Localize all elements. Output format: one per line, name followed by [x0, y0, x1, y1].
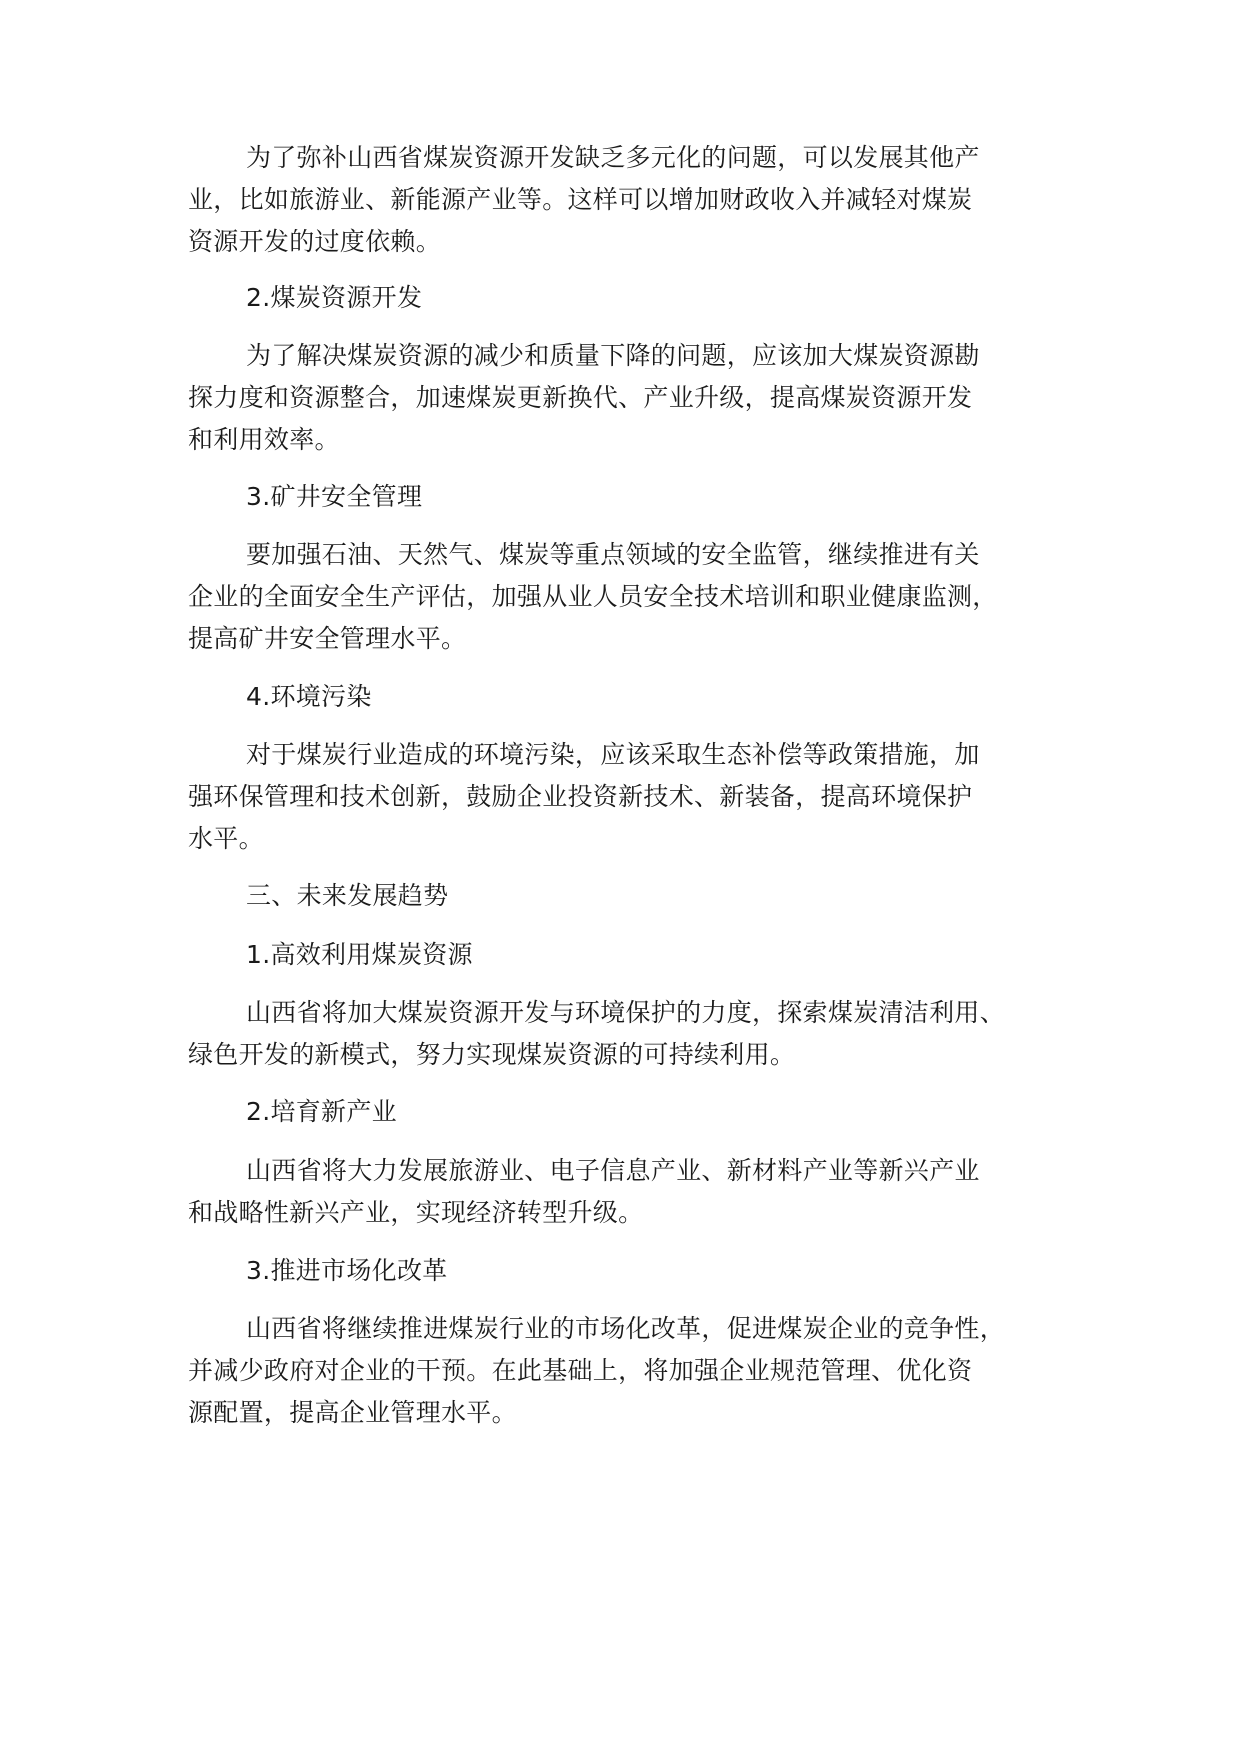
- paragraph-line: 绿色开发的新模式，努力实现煤炭资源的可持续利用。: [188, 1040, 796, 1069]
- paragraph-line: 和利用效率。: [188, 425, 340, 454]
- paragraph-line: 业，比如旅游业、新能源产业等。这样可以增加财政收入并减轻对煤炭: [188, 185, 973, 214]
- subheading: 3.矿井安全管理: [246, 482, 423, 511]
- paragraph-line: 提高矿井安全管理水平。: [188, 624, 467, 653]
- paragraph-line: 山西省将继续推进煤炭行业的市场化改革，促进煤炭企业的竞争性，: [246, 1314, 1006, 1343]
- paragraph-line: 为了解决煤炭资源的减少和质量下降的问题，应该加大煤炭资源勘: [246, 341, 980, 370]
- paragraph-line: 和战略性新兴产业，实现经济转型升级。: [188, 1198, 644, 1227]
- subheading: 2.培育新产业: [246, 1097, 397, 1126]
- paragraph-line: 要加强石油、天然气、煤炭等重点领域的安全监管，继续推进有关: [246, 540, 980, 569]
- paragraph-line: 源配置，提高企业管理水平。: [188, 1398, 517, 1427]
- subheading: 3.推进市场化改革: [246, 1256, 448, 1285]
- paragraph-line: 并减少政府对企业的干预。在此基础上，将加强企业规范管理、优化资: [188, 1356, 973, 1385]
- paragraph-line: 企业的全面安全生产评估，加强从业人员安全技术培训和职业健康监测，: [188, 582, 998, 611]
- subheading: 4.环境污染: [246, 682, 372, 711]
- paragraph-line: 山西省将大力发展旅游业、电子信息产业、新材料产业等新兴产业: [246, 1156, 980, 1185]
- paragraph-line: 山西省将加大煤炭资源开发与环境保护的力度，探索煤炭清洁利用、: [246, 998, 1006, 1027]
- paragraph-line: 强环保管理和技术创新，鼓励企业投资新技术、新装备，提高环境保护: [188, 782, 973, 811]
- paragraph-line: 为了弥补山西省煤炭资源开发缺乏多元化的问题，可以发展其他产: [246, 143, 980, 172]
- paragraph-line: 资源开发的过度依赖。: [188, 227, 442, 256]
- paragraph-line: 水平。: [188, 824, 264, 853]
- paragraph-line: 对于煤炭行业造成的环境污染，应该采取生态补偿等政策措施，加: [246, 740, 980, 769]
- paragraph-line: 探力度和资源整合，加速煤炭更新换代、产业升级，提高煤炭资源开发: [188, 383, 973, 412]
- section-heading: 三、未来发展趋势: [246, 881, 449, 910]
- subheading: 1.高效利用煤炭资源: [246, 940, 473, 969]
- subheading: 2.煤炭资源开发: [246, 283, 423, 312]
